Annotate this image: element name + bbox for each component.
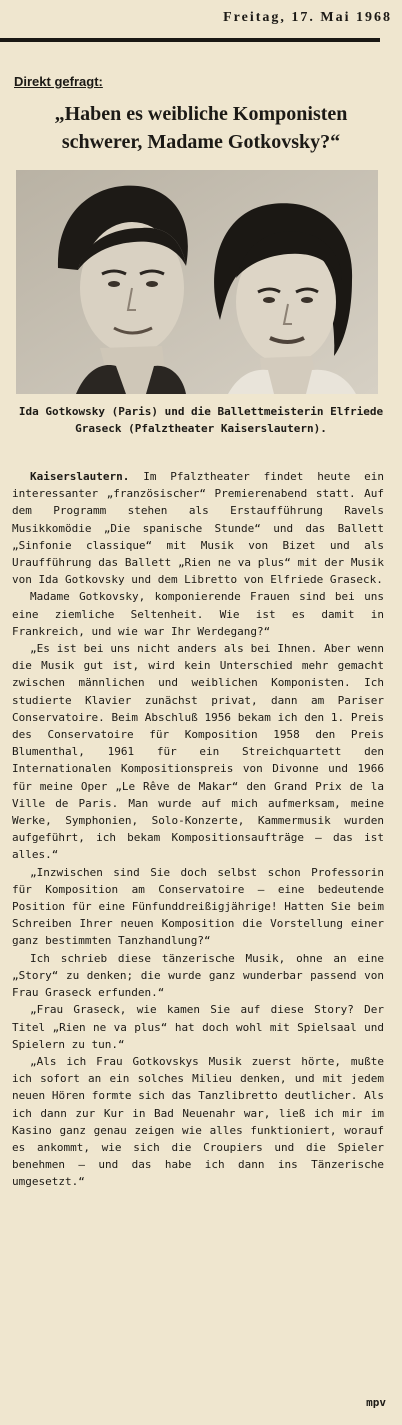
paragraph-3: „Es ist bei uns nicht anders als bei Ihnen. Aber wenn die Musik gut ist, wird kein Unterschied mehr gemacht zwischen männlichen und weiblichen Komponisten. Ich studierte Klavier zunächst privat, dann am Pariser Conservatoire. Beim Abschluß 1956 bekam ich den 1. Preis des Conservatoire für Komposition 1958 den Preis Blumenthal, 1961 für ein Streichquartett den Internationalen Kompositionspreis von Divonne und 1966 für meine Oper „Le Rêve de Makar“ den Grand Prix de la Ville de Paris. Man wurde auf mich aufmerksam, meine Werke, Symphonien, Solo-Konzerte, Kammermusik wurden aufgeführt, ich bekam Kompositionsaufträge — das ist alles.“ (12, 642, 384, 862)
paragraph-1 (12, 468, 384, 588)
portrait-photo (16, 170, 378, 394)
paragraph-4: „Inzwischen sind Sie doch selbst schon Professorin für Komposition am Conservatoire — eine bedeutende Position für eine Fünfunddreißigjährige! Hatten Sie beim Schreiben Ihrer neuen Komposition die Vorstellung einer ganz bestimmten Tanzhandlung?“ (12, 865, 384, 948)
article-headline: „Haben es weibliche Komponisten schwerer, Madame Gotkovsky?“ (54, 103, 348, 153)
paragraph-2: Madame Gotkovsky, komponierende Frauen sind bei uns eine ziemliche Seltenheit. Wie ist es damit in Frankreich, und wie war Ihr Werdegang?“ (12, 590, 384, 638)
header-rule (0, 38, 380, 42)
paragraph-7: „Als ich Frau Gotkovskys Musik zuerst hörte, mußte ich sofort an ein solches Milieu denken, und mit jedem neuen Hören formte sich das Tanzlibretto deutlicher. Als ich dann zur Kur in Bad Neuenahr war, ließ ich mir im Kasino ganz genau zeigen wie alles funktioniert, worauf es ankommt, wie sich die Croupiers und die Spieler benehmen — und das habe ich dann ins Tänzerische umgesetzt.“ (12, 1054, 384, 1189)
paragraph-5: Ich schrieb diese tänzerische Musik, ohne an eine „Story“ zu denken; die wurde ganz wunderbar passend von Frau Graseck erfunden.“ (12, 951, 384, 1000)
photo-illustration (16, 170, 378, 394)
paragraph-6: „Frau Graseck, wie kamen Sie auf diese Story? Der Titel „Rien ne va plus“ hat doch wohl mit Spielsaal und Spielern zu tun.“ (12, 1003, 384, 1051)
article-body (12, 468, 384, 1191)
issue-date: Freitag, 17. Mai 1968 (223, 10, 392, 25)
author-signature: mpv (366, 1396, 386, 1409)
photo-caption: Ida Gotkowsky (Paris) und die Ballettmeisterin Elfriede Graseck (Pfalztheater Kaiserslautern). (18, 405, 384, 435)
dateline-place: Kaiserslautern. (30, 470, 130, 483)
section-kicker: Direkt gefragt: (14, 74, 103, 89)
paragraph-1-text: Im Pfalztheater findet heute ein interessanter „französischer“ Premierenabend statt. Auf dem Programm stehen als Erstaufführung Ravels Musikkomödie „Die spanische Stunde“ und das Ballett „Sinfonie classique“ mit Musik von Bizet und als Uraufführung das Ballett „Rien ne va plus“ mit der Musik von Ida Gotkovsky und dem Libretto von Elfriede Graseck. (12, 470, 385, 587)
